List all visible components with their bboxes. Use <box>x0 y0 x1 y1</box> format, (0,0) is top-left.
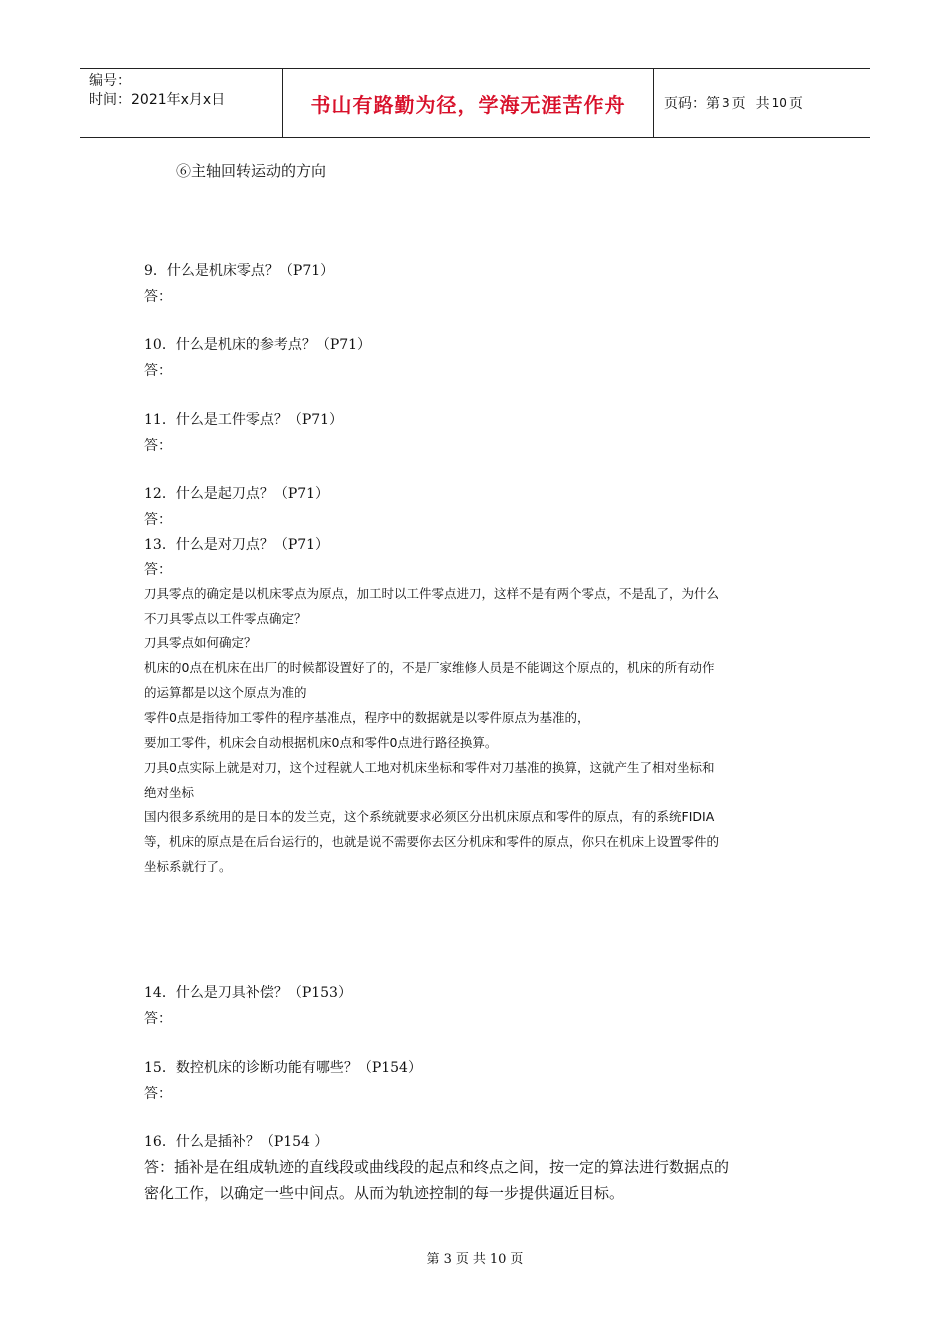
question-10: 10．什么是机床的参考点？（P71） <box>144 337 372 353</box>
note-line: 坐标系就行了。 <box>144 859 232 874</box>
answer-16-line: 答：插补是在组成轨迹的直线段或曲线段的起点和终点之间，按一定的算法进行数据点的 <box>144 1158 730 1176</box>
motto-text: 书山有路勤为径，学海无涯苦作舟 <box>310 92 626 117</box>
motto-cell <box>282 69 654 137</box>
note-line: 刀具零点如何确定？ <box>144 635 257 650</box>
footer-p1: 第 <box>426 1252 440 1267</box>
note-line: 的运算都是以这个原点为准的 <box>144 685 307 700</box>
question-13: 13．什么是对刀点？（P71） <box>144 537 330 553</box>
page-current: 3 <box>722 96 730 110</box>
footer-current: 3 <box>443 1252 452 1267</box>
question-9: 9．什么是机床零点？（P71） <box>144 263 335 279</box>
time-label: 时间：2021年x月x日 <box>89 92 226 108</box>
note-line: 要加工零件，机床会自动根据机床0点和零件0点进行路径换算。 <box>144 735 498 750</box>
page-total-prefix: 共 <box>755 96 770 112</box>
answer-10: 答： <box>144 363 172 379</box>
page-suffix: 页 <box>788 96 803 112</box>
note-line: 零件0点是指待加工零件的程序基准点，程序中的数据就是以零件原点为基准的， <box>144 710 590 725</box>
question-11: 11．什么是工件零点？（P71） <box>144 412 344 428</box>
page-footer <box>0 1248 950 1267</box>
note-line: 绝对坐标 <box>144 785 195 800</box>
page-mid: 页 <box>731 96 746 112</box>
note-line: 不刀具零点以工件零点确定？ <box>144 611 307 626</box>
page-number-cell <box>654 69 870 137</box>
note-line: 等，机床的原点是在后台运行的，也就是说不需要你去区分机床和零件的原点，你只在机床上设置零件的 <box>144 834 720 849</box>
footer-p2: 页 <box>455 1252 469 1267</box>
page-prefix: 页码：第 <box>664 96 720 112</box>
page-total: 10 <box>771 96 787 110</box>
answer-15: 答： <box>144 1086 172 1102</box>
footer-p4: 页 <box>510 1252 524 1267</box>
question-15: 15．数控机床的诊断功能有哪些？（P154） <box>144 1060 422 1076</box>
footer-p3: 共 <box>472 1252 486 1267</box>
item-6: ⑥主轴回转运动的方向 <box>176 162 327 180</box>
note-line: 刀具零点的确定是以机床零点为原点，加工时以工件零点进刀，这样不是有两个零点，不是乱了，为什么 <box>144 586 720 601</box>
header-table <box>80 68 870 138</box>
answer-13: 答： <box>144 562 172 578</box>
note-line: 机床的0点在机床在出厂的时候都设置好了的，不是厂家维修人员是不能调这个原点的，机床的所有动作 <box>144 660 715 675</box>
answer-16-line: 密化工作，以确定一些中间点。从而为轨迹控制的每一步提供逼近目标。 <box>144 1184 625 1202</box>
note-line: 国内很多系统用的是日本的发兰克，这个系统就要求必须区分出机床原点和零件的原点，有的系统FIDIA <box>144 809 715 824</box>
header-meta-cell <box>80 69 282 137</box>
note-line: 刀具0点实际上就是对刀，这个过程就人工地对机床坐标和零件对刀基准的换算，这就产生了相对坐标和 <box>144 760 715 775</box>
question-12: 12．什么是起刀点？（P71） <box>144 486 330 502</box>
answer-9: 答： <box>144 289 172 305</box>
code-label: 编号： <box>89 73 131 89</box>
answer-14: 答： <box>144 1011 172 1027</box>
answer-12: 答： <box>144 512 172 528</box>
answer-11: 答： <box>144 438 172 454</box>
footer-total: 10 <box>489 1252 507 1267</box>
question-16: 16．什么是插补？（P154 ） <box>144 1134 329 1150</box>
question-14: 14．什么是刀具补偿？（P153） <box>144 985 352 1001</box>
